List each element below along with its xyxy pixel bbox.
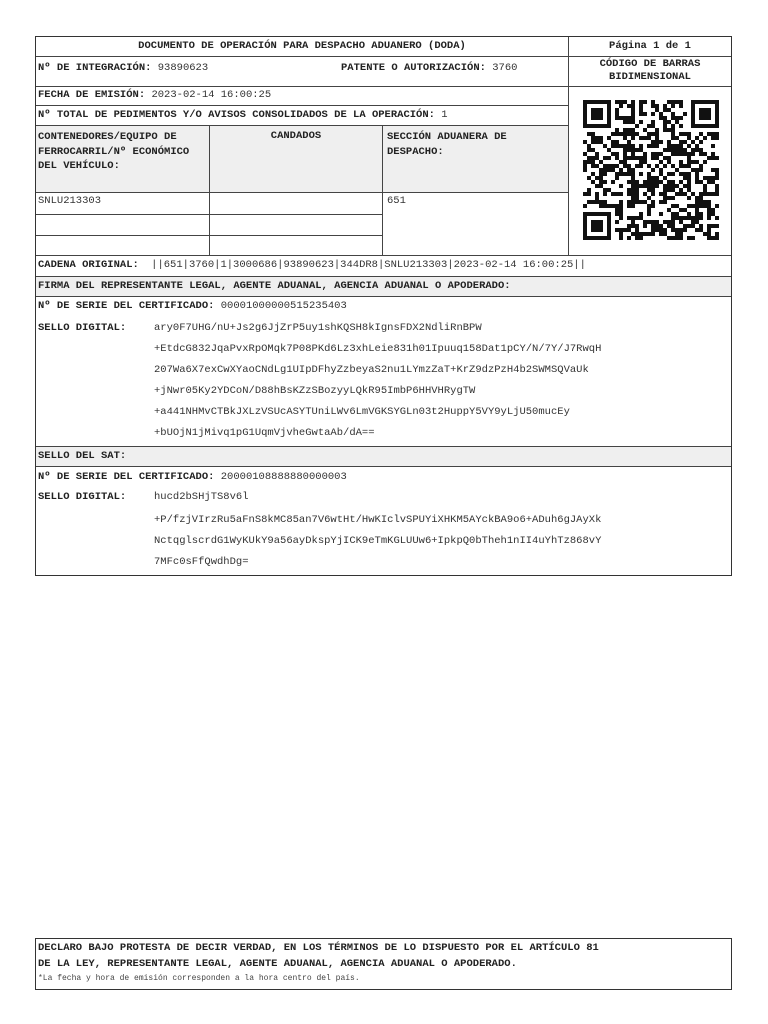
- emission-label: FECHA DE EMISIÓN:: [38, 89, 146, 101]
- cert2-serie-field: [38, 471, 347, 483]
- customs-section-header: SECCIÓN ADUANERA DE DESPACHO:: [387, 131, 507, 158]
- cert1-sello-line: +jNwr05Ky2YDCoN/D88hBsKZzSBozyyLQkR95ImbP6HHVHRygTW: [154, 385, 476, 397]
- total-pedimentos-value: 1: [441, 109, 448, 121]
- cert1-sello-line: +bUOjN1jMivq1pG1UqmVjvheGwtaAb/dA==: [154, 427, 375, 439]
- cert1-sello-line: 207Wa6X7exCwXYaoCNdLg1UIpDFhyZzbeyaS2nu1LYmzZaT+KrZ9dzPzH4b2SWMSQVaUk: [154, 364, 589, 376]
- qr-code: [583, 100, 719, 240]
- cert1-sello-line: ary0F7UHG/nU+Js2g6JjZrP5uy1shKQSH8kIgnsFDX2NdliRnBPW: [154, 322, 482, 334]
- integration-value: 93890623: [157, 62, 209, 74]
- container-value: SNLU213303: [38, 195, 102, 207]
- total-pedimentos-field: [38, 109, 448, 122]
- barcode-label: CÓDIGO DE BARRAS BIDIMENSIONAL: [599, 58, 701, 83]
- patent-label: PATENTE O AUTORIZACIÓN:: [341, 62, 486, 74]
- cert1-serie-label: Nº DE SERIE DEL CERTIFICADO:: [38, 300, 215, 312]
- total-pedimentos-label: Nº TOTAL DE PEDIMENTOS Y/O AVISOS CONSOLIDADOS DE LA OPERACIÓN:: [38, 109, 435, 121]
- cadena-value: ||651|3760|1|3000686|93890623|344DR8|SNLU213303|2023-02-14 16:00:25||: [151, 259, 586, 271]
- cert2-sello-label: SELLO DIGITAL:: [38, 491, 127, 503]
- cert2-sello-line: 7MFc0sFfQwdhDg=: [154, 556, 249, 568]
- declaration-line-1: DECLARO BAJO PROTESTA DE DECIR VERDAD, EN LOS TÉRMINOS DE LO DISPUESTO POR EL ARTÍCULO 81: [38, 942, 599, 954]
- sello-sat-label: SELLO DEL SAT:: [38, 450, 127, 462]
- cadena-label: CADENA ORIGINAL:: [38, 259, 139, 271]
- emission-field: [38, 89, 271, 102]
- cert1-sello-line: +a441NHMvCTBkJXLzVSUcASYTUniLWv6LmVGKSYGLn03t2HuppY5VY9yLjU50mucEy: [154, 406, 570, 418]
- locks-header: CANDADOS: [270, 130, 322, 142]
- customs-section-value: 651: [387, 195, 406, 207]
- timezone-note: *La fecha y hora de emisión corresponden a la hora centro del país.: [38, 974, 360, 983]
- patent-field: [341, 62, 517, 75]
- integration-field: [38, 62, 208, 75]
- cert2-sello-line: NctqglscrdG1WyKUkY9a56ayDkspYjICK9eTmKGLUUw6+IpkpQ0bTheh1nII4uYhTz868vY: [154, 535, 602, 547]
- cert2-sello-line: +P/fzjVIrzRu5aFnS8kMC85an7V6wtHt/HwKIclvSPUYiXHKM5AYckBA9o6+ADuh6gJAyXk: [154, 514, 602, 526]
- cadena-field: [38, 259, 586, 272]
- declaration-line-2: DE LA LEY, REPRESENTANTE LEGAL, AGENTE ADUANAL, AGENCIA ADUANAL O APODERADO.: [38, 958, 517, 970]
- containers-header: CONTENEDORES/EQUIPO DE FERROCARRIL/Nº ECONÓMICO DEL VEHÍCULO:: [38, 131, 190, 172]
- cert1-serie-value: 00001000000515235403: [220, 300, 347, 312]
- patent-value: 3760: [492, 62, 518, 74]
- cert1-sello-line: +EtdcG832JqaPvxRpOMqk7P08PKd6Lz3xhLeie831h01Ipuuq158Dat1pCY/N/7Y/J7RwqH: [154, 343, 602, 355]
- cert1-sello-label: SELLO DIGITAL:: [38, 322, 127, 334]
- cert2-sello-line: hucd2bSHjTS8v6l: [154, 491, 249, 503]
- firma-representante-label: FIRMA DEL REPRESENTANTE LEGAL, AGENTE ADUANAL, AGENCIA ADUANAL O APODERADO:: [38, 280, 511, 292]
- cert1-serie-field: [38, 300, 347, 312]
- document-title: DOCUMENTO DE OPERACIÓN PARA DESPACHO ADUANERO (DODA): [138, 40, 466, 52]
- emission-value: 2023-02-14 16:00:25: [151, 89, 272, 101]
- cert2-serie-value: 20000108888880000003: [220, 471, 347, 483]
- integration-label: Nº DE INTEGRACIÓN:: [38, 62, 152, 74]
- page-indicator: Página 1 de 1: [609, 40, 691, 52]
- cert2-serie-label: Nº DE SERIE DEL CERTIFICADO:: [38, 471, 215, 483]
